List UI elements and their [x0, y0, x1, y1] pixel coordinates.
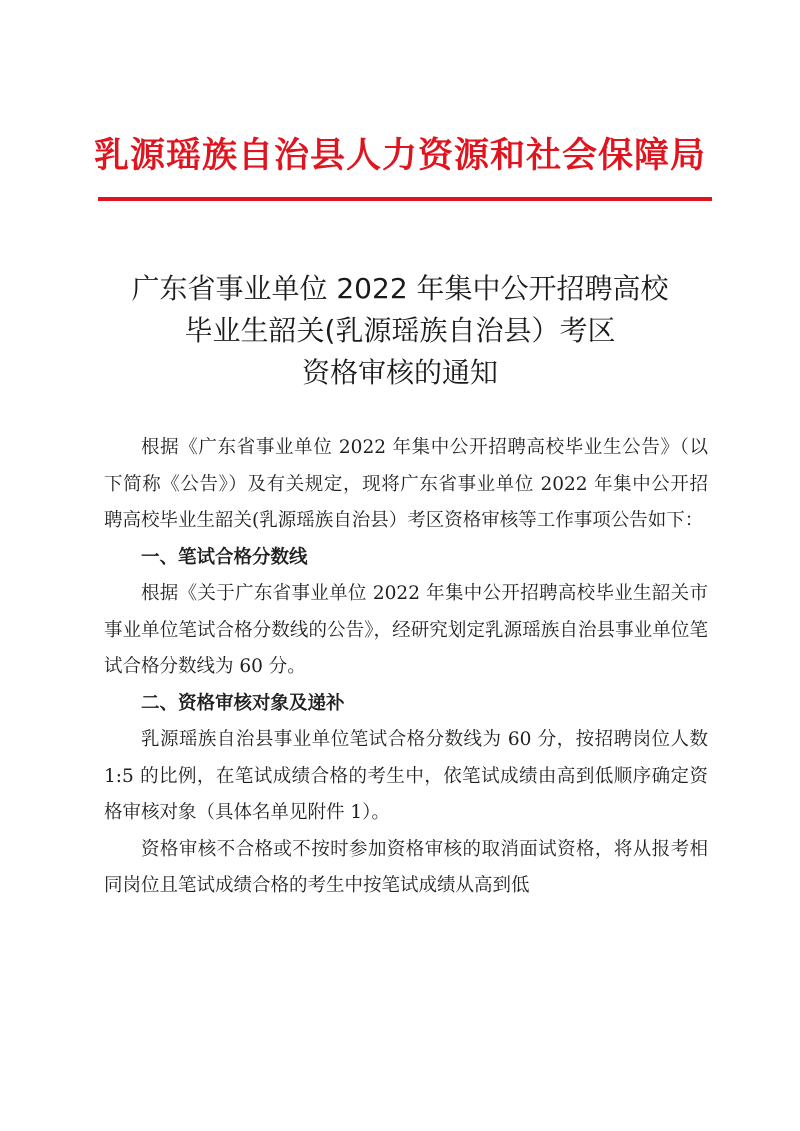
section-1-paragraph: 根据《关于广东省事业单位 2022 年集中公开招聘高校毕业生韶关市事业单位笔试合格分数线的公告》，经研究划定乳源瑶族自治县事业单位笔试合格分数线为 60 分。 [104, 583, 708, 677]
title-line-3: 资格审核的通知 [301, 356, 498, 389]
intro-paragraph: 根据《广东省事业单位 2022 年集中公开招聘高校毕业生公告》（以下简称《公告》）及有关规定，现将广东省事业单位 2022 年集中公开招聘高校毕业生韶关(乳源瑶族自治县）考区资格审核等工作事项公告如下： [104, 437, 708, 531]
section-2-paragraph-1: 乳源瑶族自治县事业单位笔试合格分数线为 60 分，按招聘岗位人数 1:5 的比例，在笔试成绩合格的考生中，依笔试成绩由高到低顺序确定资格审核对象（具体名单见附件 1）。 [104, 729, 708, 823]
section-2-paragraph-2: 资格审核不合格或不按时参加资格审核的取消面试资格，将从报考相同岗位且笔试成绩合格的考生中按笔试成绩从高到低 [104, 838, 708, 896]
title-line-1: 广东省事业单位 2022 年集中公开招聘高校 [131, 272, 669, 305]
title-line-2: 毕业生韶关(乳源瑶族自治县）考区 [184, 314, 616, 347]
section-1-heading: 一、笔试合格分数线 [141, 546, 308, 568]
agency-header: 乳源瑶族自治县人力资源和社会保障局 [93, 136, 706, 176]
document-body [104, 430, 708, 905]
document-title [0, 268, 800, 394]
section-2-heading: 二、资格审核对象及递补 [141, 692, 345, 714]
red-divider-line [98, 197, 712, 201]
